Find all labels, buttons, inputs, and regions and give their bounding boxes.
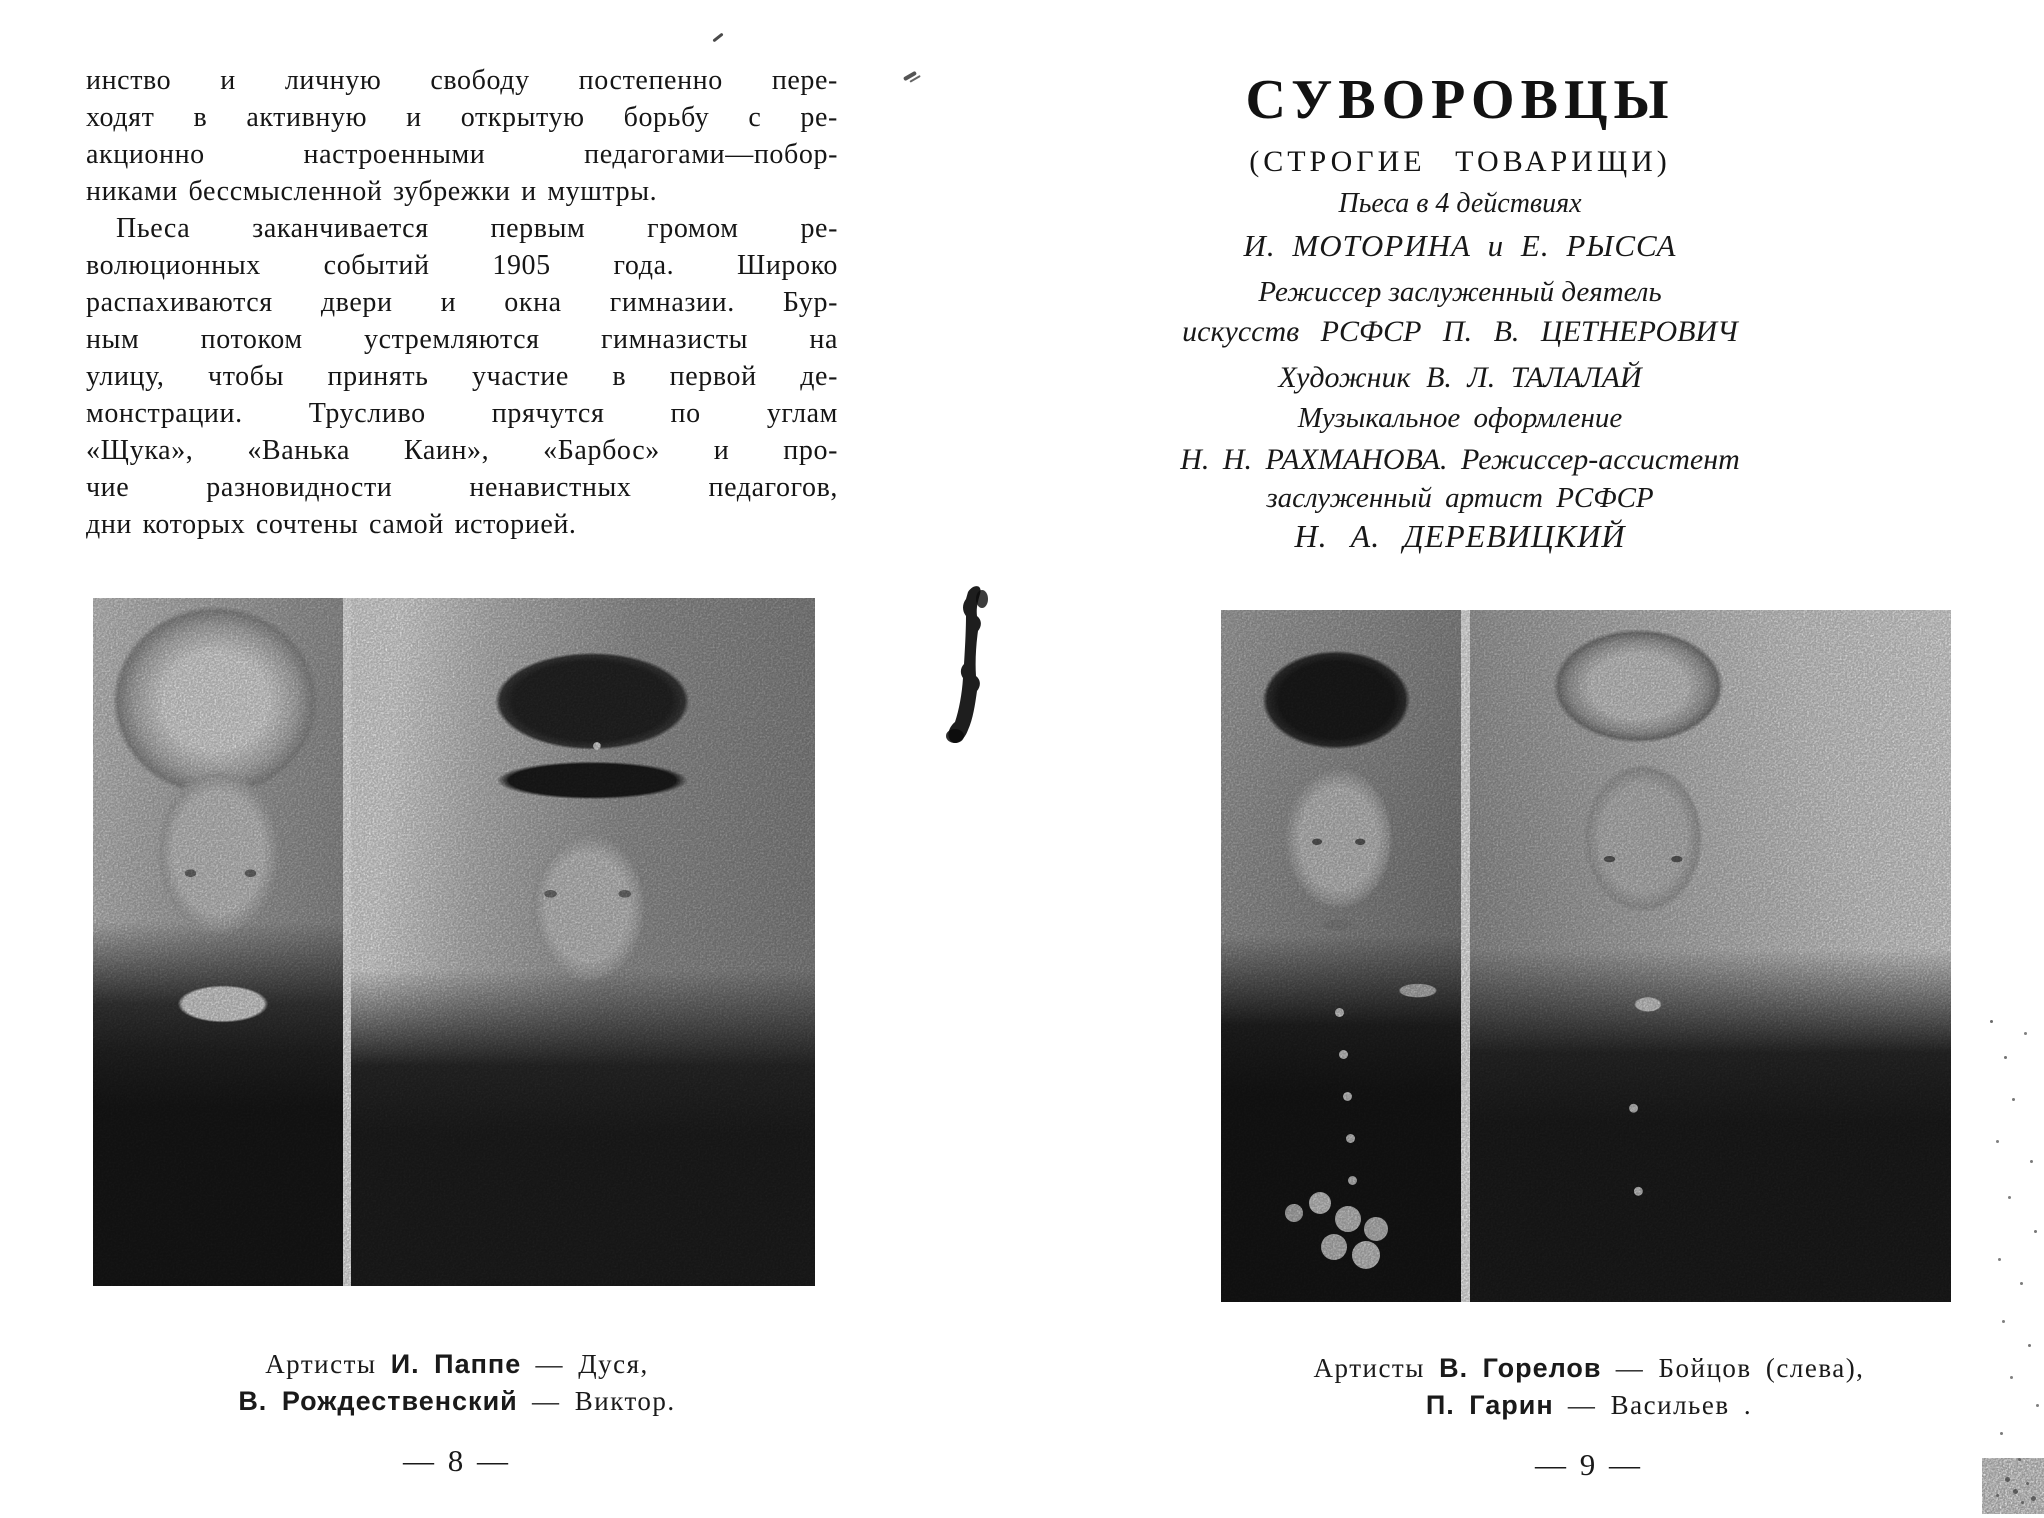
actor-photos-left-page <box>93 598 815 1286</box>
caption-dash: — <box>532 1386 561 1416</box>
body-line: инство и личную свободу постепенно пере- <box>86 65 838 96</box>
uniform-medals <box>1309 1192 1331 1214</box>
caption-line <box>95 1383 819 1420</box>
caption-dash: — <box>1567 1390 1597 1420</box>
page-number-8: — 8 — <box>403 1443 511 1478</box>
credit-line: Пьеса в 4 действиях <box>1338 188 1582 219</box>
actor-name: В. Горелов <box>1439 1353 1602 1383</box>
play-subtitle: (СТРОГИЕ ТОВАРИЩИ) <box>1249 145 1671 178</box>
photo-caption-left <box>95 1346 819 1420</box>
body-line: ным потоком устремляются гимназисты на <box>86 324 838 355</box>
credit-line: Н. А. ДЕРЕВИЦКИЙ <box>1294 518 1626 554</box>
body-line: акционно настроенными педагогами—побор- <box>86 139 838 170</box>
scan-speck-mark <box>712 33 723 43</box>
scan-corner-noise <box>1982 1458 2044 1514</box>
page-number-9: — 9 — <box>1535 1447 1643 1482</box>
role-name: Дуся, <box>578 1349 649 1379</box>
credit-line: Художник В. Л. ТАЛАЛАЙ <box>1278 361 1642 394</box>
body-line: волюционных событий 1905 года. Широко <box>86 250 838 281</box>
portrait-boitsov <box>1221 610 1461 1302</box>
caption-dash: — <box>535 1349 564 1379</box>
credit-line: Музыкальное оформление <box>1297 402 1623 434</box>
credit-line: заслуженный артист РСФСР <box>1266 482 1654 514</box>
credit-line: Режиссер заслуженный деятель <box>1258 276 1662 308</box>
actor-name: П. Гарин <box>1425 1390 1554 1420</box>
scan-speck-mark <box>903 71 917 81</box>
left-page-body-text <box>86 62 838 543</box>
credit-line: И. МОТОРИНА и Е. РЫССА <box>1243 228 1677 263</box>
portrait-vasilyev <box>1470 610 1951 1302</box>
credit-line: искусств РСФСР П. В. ЦЕТНЕРОВИЧ <box>1182 315 1738 348</box>
body-line: распахиваются двери и окна гимназии. Бур- <box>86 287 838 318</box>
actor-name: В. Рождественский <box>238 1386 518 1416</box>
actor-photos-right-page <box>1221 610 1951 1302</box>
role-name: Виктор. <box>574 1386 676 1416</box>
body-line: чие разновидности ненавистных педагогов, <box>86 472 838 503</box>
body-line: дни которых сочтены самой историей. <box>86 509 577 540</box>
caption-line <box>1227 1387 1951 1424</box>
ink-smudge <box>938 578 998 778</box>
play-title: СУВОРОВЦЫ <box>1245 69 1675 131</box>
body-line: ходят в активную и открытую борьбу с ре- <box>86 102 838 133</box>
body-line: улицу, чтобы принять участие в первой де- <box>86 361 838 392</box>
role-name: Васильев . <box>1610 1390 1753 1420</box>
portrait-dusya <box>93 598 343 1286</box>
photo-divider <box>1461 610 1470 1302</box>
body-line: Пьеса заканчивается первым громом ре- <box>116 213 838 244</box>
body-line: монстрации. Трусливо прячутся по углам <box>86 398 838 429</box>
portrait-viktor <box>351 598 815 1286</box>
credit-line: Н. Н. РАХМАНОВА. Режиссер-ассистент <box>1180 443 1740 476</box>
photo-caption-right <box>1227 1350 1951 1424</box>
caption-prefix: Артисты <box>265 1349 377 1379</box>
actor-name: И. Паппе <box>390 1349 522 1379</box>
photo-divider <box>343 598 351 1286</box>
caption-line <box>95 1346 819 1383</box>
scan-edge-noise <box>1990 1020 1993 1023</box>
body-line: никами бессмысленной зубрежки и муштры. <box>86 176 658 207</box>
caption-line <box>1227 1350 1951 1387</box>
role-name: Бойцов (слева), <box>1658 1353 1865 1383</box>
caption-prefix: Артисты <box>1313 1353 1425 1383</box>
play-header <box>1055 64 1865 556</box>
body-line: «Щука», «Ванька Каин», «Барбос» и про- <box>86 435 838 466</box>
uniform-buttons <box>1335 1008 1344 1017</box>
caption-dash: — <box>1615 1353 1645 1383</box>
